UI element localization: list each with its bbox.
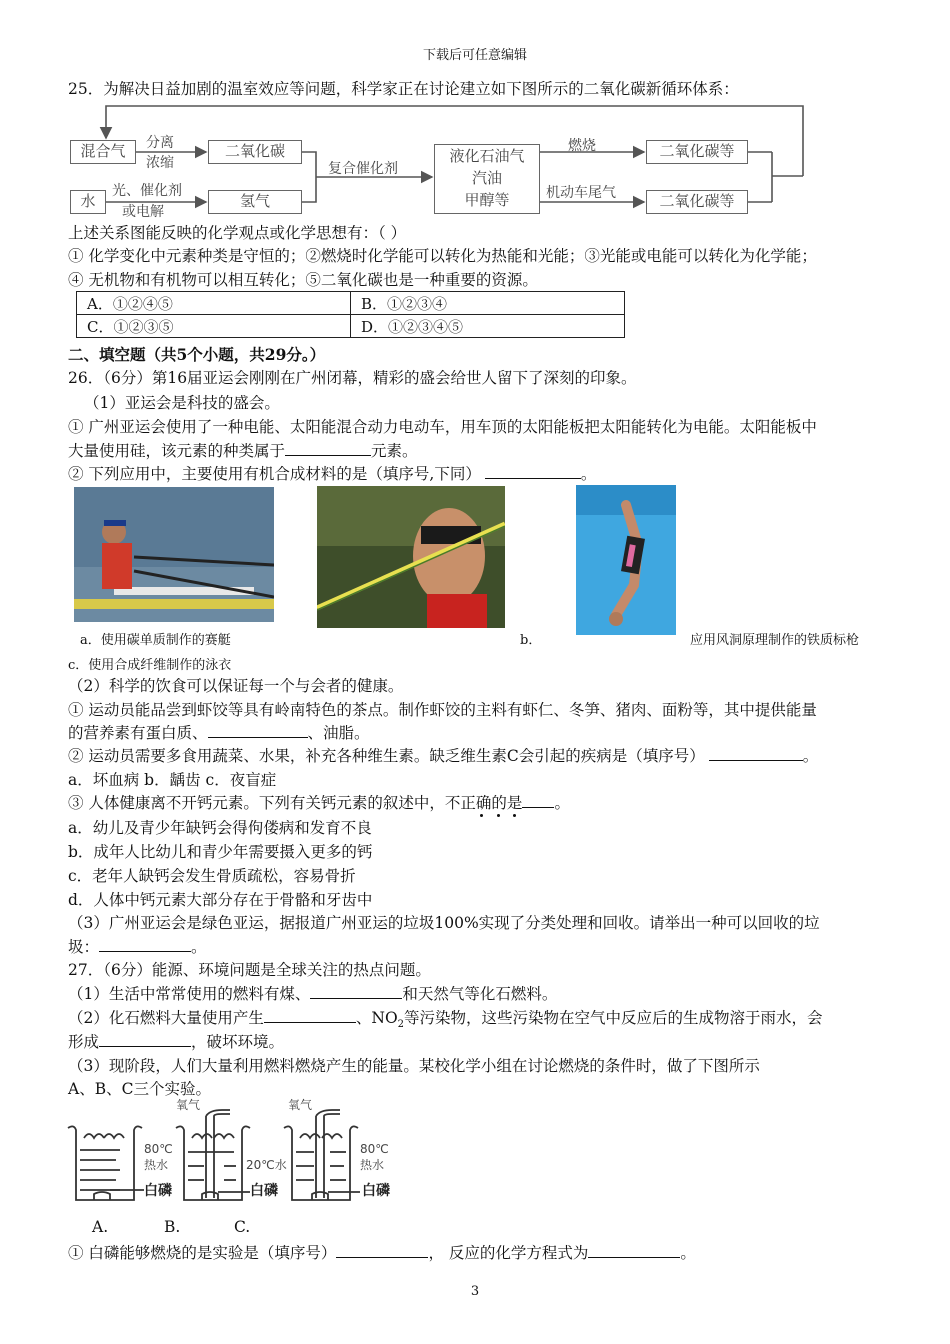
q26-part3-line2 (68, 936, 207, 958)
answer-blank-pollutant[interactable] (264, 1008, 356, 1023)
box-co2-etc-2: 二氧化碳等 (646, 190, 748, 214)
q26-p3-tail: 。 (191, 938, 207, 956)
label-temp-a: 80℃ (144, 1142, 173, 1156)
answer-blank-equation[interactable] (588, 1243, 680, 1258)
caption-a: a．使用碳单质制作的赛艇 (80, 633, 231, 648)
q27-q1-text: ① 白磷能够燃烧的是实验是（填序号） (68, 1244, 337, 1262)
box-fuels (434, 144, 540, 214)
q26-p2c-tail: 。 (554, 794, 570, 812)
label-temp-c: 80℃ (360, 1142, 389, 1156)
box-co2-etc-1: 二氧化碳等 (646, 140, 748, 164)
q27-p2-tail: ，破坏环境。 (191, 1033, 285, 1051)
experiment-label-a: A. (92, 1218, 109, 1236)
calcium-option-d: d．人体中钙元素大部分存在于骨骼和牙齿中 (68, 891, 373, 909)
section-2-title: 二、填空题（共5个小题，共29分。） (68, 345, 326, 364)
q26-p1b-text: ② 下列应用中，主要使用有机合成材料的是（填序号,下同） (68, 465, 481, 483)
q26-p2b-line (68, 745, 818, 767)
q27-p1-tail: 和天然气等化石燃料。 (402, 985, 558, 1003)
q26-p2c-text: ③ 人体健康离不开钙元素。下列有关钙元素的叙述中，不正确的是 (68, 794, 523, 812)
q26-p2b-tail: 。 (802, 747, 819, 765)
q27-q1-tail: 。 (680, 1244, 696, 1262)
answer-blank-calcium[interactable] (522, 793, 554, 808)
photo-rowing-boat (74, 487, 274, 622)
emphasis-dot (497, 814, 500, 817)
q26-p1a-line1: ① 广州亚运会使用了一种电能、太阳能混合动力电动车，用车顶的太阳能板把太阳能转化为电能。太阳能板中 (68, 418, 817, 436)
q27-stem: 27．（6分）能源、环境问题是全球关注的热点问题。 (68, 961, 431, 979)
q26-p3-text: 圾： (68, 938, 100, 956)
calcium-option-a: a．幼儿及青少年缺钙会得佝偻病和发育不良 (68, 819, 372, 837)
answer-blank-vitamin-c[interactable] (709, 746, 803, 761)
fuel-lpg: 液化石油气 (449, 147, 525, 165)
answer-blank-synthetic-material[interactable] (485, 464, 581, 479)
label-hotwater-a: 热水 (144, 1158, 169, 1172)
option-b[interactable]: B．①②③④ (351, 292, 625, 315)
photo-diver-swimsuit (576, 485, 676, 635)
label-electrolysis: 或电解 (122, 204, 164, 220)
q26-p1a-tail: 元素。 (371, 442, 418, 460)
label-oxygen-b: 氧气 (176, 1098, 201, 1112)
caption-b: b． (520, 633, 542, 648)
page-header: 下载后可任意编辑 (422, 48, 527, 63)
option-d[interactable]: D．①②③④⑤ (351, 315, 625, 338)
q26-p2a-line2 (68, 722, 370, 744)
answer-blank-fuel[interactable] (310, 984, 402, 999)
q25-options-table (76, 291, 625, 338)
experiment-label-c: C. (234, 1218, 251, 1236)
box-water: 水 (70, 190, 106, 214)
q27-p2-subscript: 2 (397, 1019, 405, 1031)
beakers-drawing (64, 1096, 404, 1206)
q26-part1: （1）亚运会是科技的盛会。 (84, 394, 280, 412)
q27-p1-text: （1）生活中常常使用的燃料有煤、 (68, 985, 311, 1003)
q27-part2-line2 (68, 1031, 284, 1053)
q26-p1b-line (68, 463, 596, 485)
q26-p2a-text: 的营养素有蛋白质、 (68, 724, 208, 742)
answer-blank-recyclable[interactable] (99, 937, 191, 952)
calcium-option-c: c．老年人缺钙会发生骨质疏松，容易骨折 (68, 867, 356, 885)
fuel-methanol: 甲醇等 (464, 191, 510, 209)
q26-part3-line1: （3）广州亚运会是绿色亚运，据报道广州亚运的垃圾100%实现了分类处理和回收。请举出一种可以回收的垃 (68, 914, 820, 932)
q27-part1 (68, 983, 557, 1005)
q26-p2c-line (68, 792, 570, 814)
box-co2: 二氧化碳 (208, 140, 302, 164)
q27-q1-line (68, 1242, 696, 1264)
label-white-phosphorus-b: 白磷 (250, 1183, 278, 1199)
q27-part3-line1: （3）现阶段，人们大量利用燃料燃烧产生的能量。某校化学小组在讨论燃烧的条件时，做了下图所示 (68, 1057, 760, 1075)
caption-b-text: 应用风洞原理制作的铁质标枪 (690, 633, 860, 648)
box-hydrogen: 氢气 (208, 190, 302, 214)
q26-part2: （2）科学的饮食可以保证每一个与会者的健康。 (68, 677, 404, 695)
q27-q1-middle: ， 反应的化学方程式为 (428, 1244, 589, 1262)
label-white-phosphorus-c: 白磷 (362, 1183, 390, 1199)
page-number: 3 (470, 1284, 480, 1299)
answer-blank-experiment[interactable] (336, 1243, 428, 1258)
caption-c: c．使用合成纤维制作的泳衣 (68, 658, 232, 673)
q27-p2-text: （2）化石燃料大量使用产生 (68, 1009, 264, 1027)
combustion-experiment-diagram (64, 1096, 404, 1206)
option-c[interactable]: C．①②③⑤ (77, 315, 351, 338)
fuel-gasoline: 汽油 (471, 169, 502, 187)
q26-p1a-line2 (68, 440, 418, 462)
q26-p1a-text: 大量使用硅，该元素的种类属于 (68, 442, 286, 460)
q26-stem: 26．（6分）第16届亚运会刚刚在广州闭幕，精彩的盛会给世人留下了深刻的印象。 (68, 369, 637, 387)
answer-blank-acid-rain[interactable] (99, 1032, 191, 1047)
q25-stem: 25．为解决日益加剧的温室效应等问题，科学家正在讨论建立如下图所示的二氧化碳新循环体系： (68, 80, 739, 98)
co2-cycle-diagram (66, 100, 806, 218)
label-concentrate: 浓缩 (146, 155, 174, 171)
emphasis-dot (513, 814, 516, 817)
q25-statement-2: ④ 无机物和有机物可以相互转化；⑤二氧化碳也是一种重要的资源。 (68, 271, 538, 289)
option-a[interactable]: A．①②④⑤ (77, 292, 351, 315)
q25-statement-1: ① 化学变化中元素种类是守恒的；②燃烧时化学能可以转化为热能和光能；③光能或电能可以转化为化学能； (68, 247, 817, 265)
q26-p1b-tail: 。 (580, 465, 597, 483)
q27-p2-no2: 、NO (355, 1009, 398, 1027)
label-hotwater-c: 热水 (360, 1158, 385, 1172)
box-mixed-gas: 混合气 (70, 140, 136, 164)
q27-p2-form: 形成 (68, 1033, 100, 1051)
label-oxygen-c: 氧气 (288, 1098, 313, 1112)
q25-question: 上述关系图能反映的化学观点或化学思想有：（ ） (68, 224, 407, 242)
calcium-option-b: b．成年人比幼儿和青少年需要摄入更多的钙 (68, 843, 373, 861)
label-light-catalyst: 光、催化剂 (112, 183, 182, 199)
q27-part3-line2: A、B、C三个实验。 (68, 1080, 211, 1098)
q26-p2a-tail: 、油脂。 (307, 724, 370, 742)
label-temp-b: 20℃水 (246, 1158, 287, 1172)
label-separate: 分离 (146, 135, 174, 151)
answer-blank-element-type[interactable] (285, 441, 371, 456)
photo-javelin-thrower (317, 486, 505, 628)
q26-p2b-text: ② 运动员需要多食用蔬菜、水果，补充各种维生素。缺乏维生素C会引起的疾病是（填序号） (68, 747, 705, 765)
emphasis-dot (480, 814, 483, 817)
q26-p2a-line1: ① 运动员能品尝到虾饺等具有岭南特色的茶点。制作虾饺的主料有虾仁、冬笋、猪肉、面粉等，其中提供能量 (68, 701, 817, 719)
label-white-phosphorus-a: 白磷 (144, 1183, 172, 1199)
answer-blank-nutrient[interactable] (208, 723, 308, 738)
q27-p2-middle: 等污染物，这些污染物在空气中反应后的生成物溶于雨水，会 (404, 1009, 823, 1027)
label-exhaust: 机动车尾气 (546, 185, 616, 201)
experiment-label-b: B. (164, 1218, 181, 1236)
q26-p2b-options: a．坏血病 b．龋齿 c．夜盲症 (68, 771, 277, 789)
label-burn: 燃烧 (568, 138, 596, 154)
label-composite-catalyst: 复合催化剂 (328, 161, 398, 177)
